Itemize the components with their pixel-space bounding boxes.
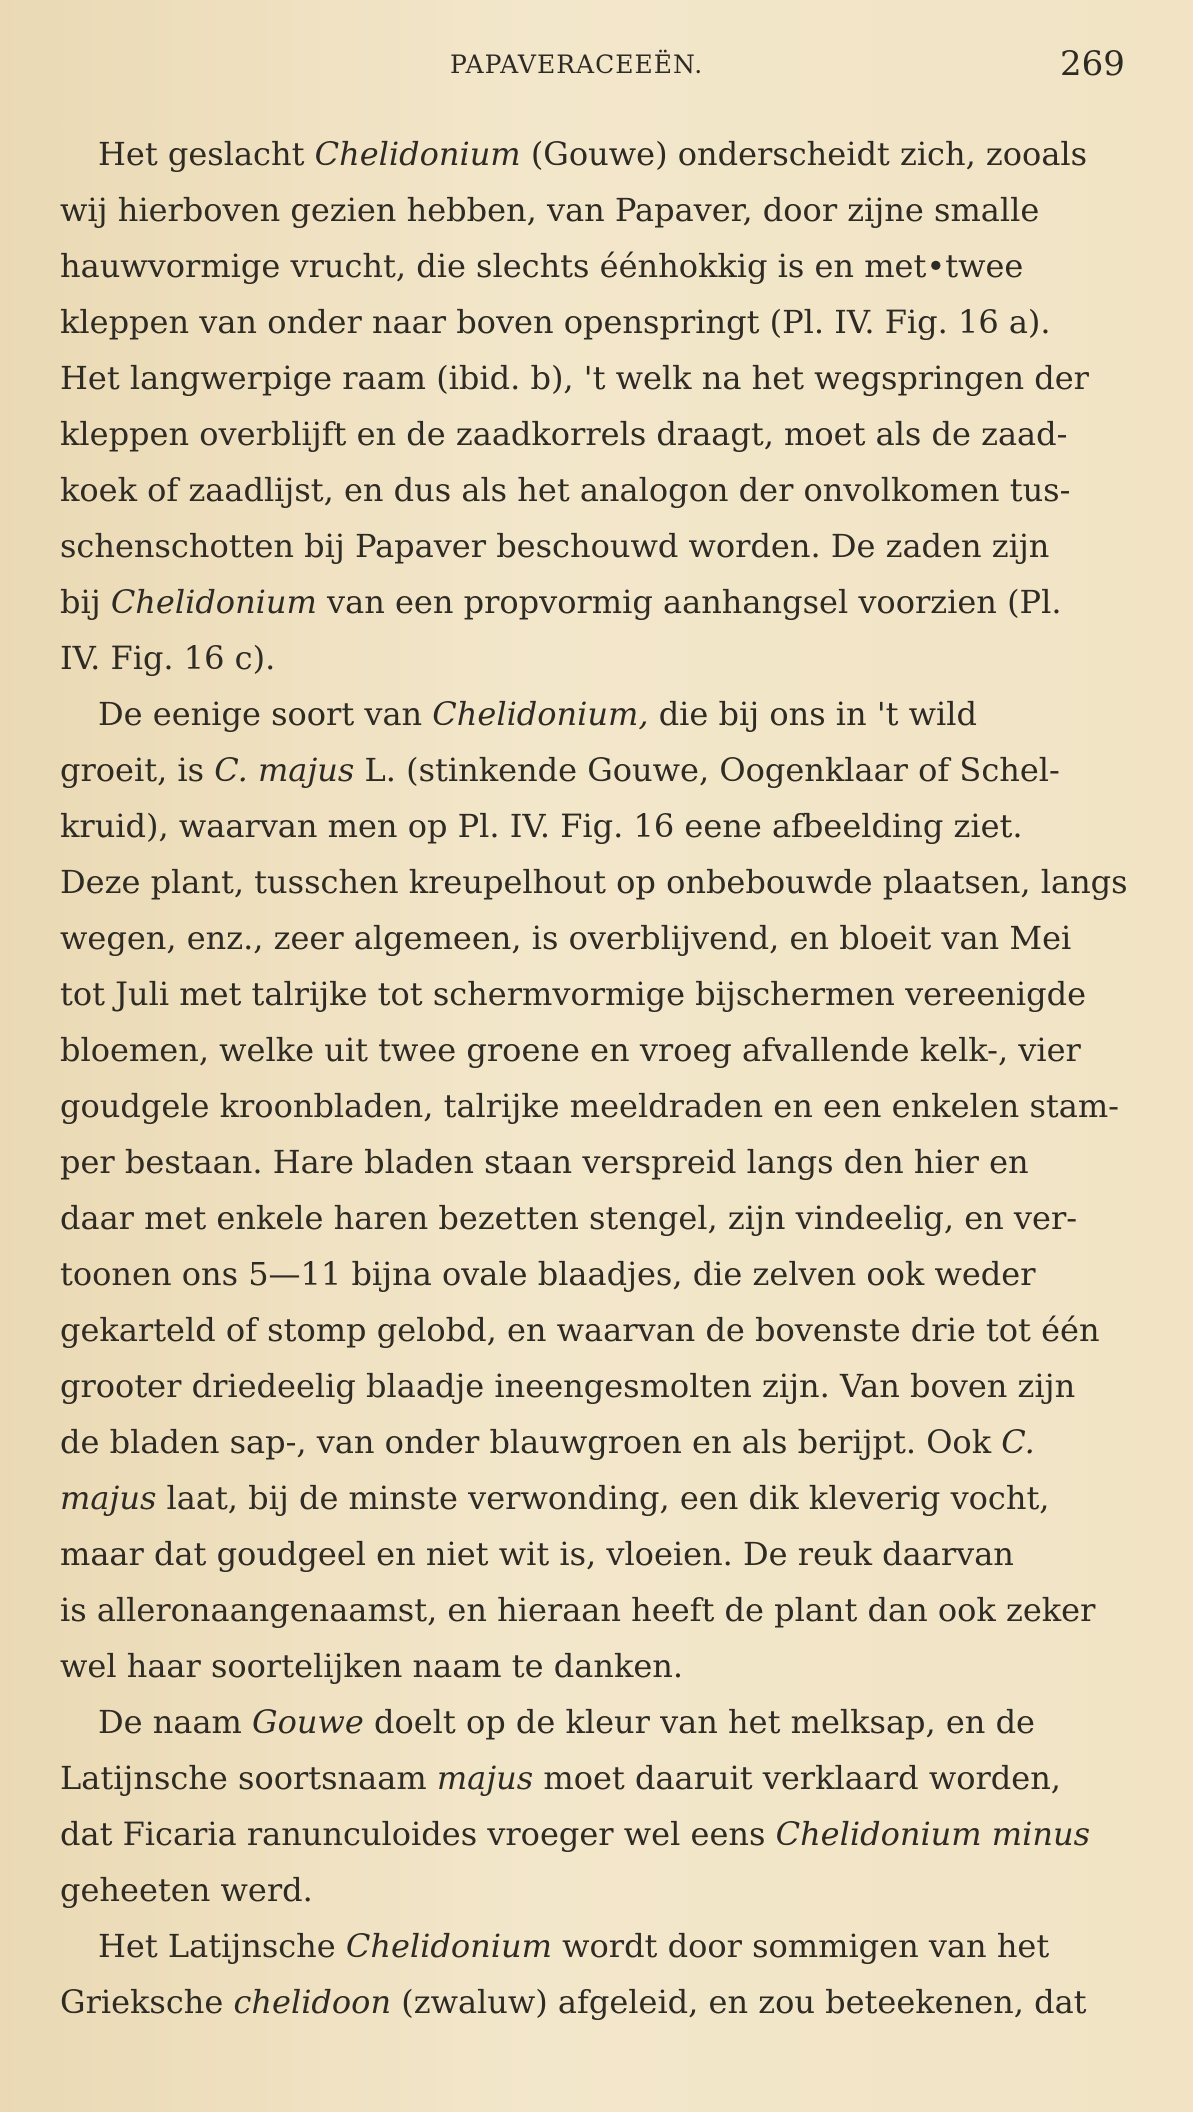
text-line — [60, 406, 1140, 462]
text-line — [60, 1190, 1140, 1246]
text-segment: Het geslacht — [98, 135, 315, 173]
running-head — [0, 44, 1193, 94]
text-line — [60, 1134, 1140, 1190]
text-line — [60, 1358, 1140, 1414]
italic-text: C. majus — [214, 751, 355, 789]
text-line — [60, 1414, 1140, 1470]
text-segment: Het langwerpige raam (ibid. b), 't welk na het wegspringen der — [60, 359, 1089, 397]
text-line — [60, 854, 1140, 910]
text-line — [60, 1750, 1140, 1806]
italic-text: Chelidonium — [110, 583, 317, 621]
text-segment: bloemen, welke uit twee groene en vroeg afvallende kelk-, vier — [60, 1031, 1081, 1069]
text-segment: IV. Fig. 16 c). — [60, 639, 276, 677]
text-segment: die bij ons in 't wild — [648, 695, 977, 733]
text-line — [60, 910, 1140, 966]
text-line — [60, 294, 1140, 350]
text-line — [60, 1862, 1140, 1918]
text-segment: (Gouwe) onderscheidt zich, zooals — [520, 135, 1088, 173]
text-segment: wij hierboven gezien hebben, van Papaver, door zijne smalle — [60, 191, 1040, 229]
running-title: PAPAVERACEEËN. — [450, 50, 704, 79]
text-line — [60, 1974, 1140, 2030]
text-line — [60, 1638, 1140, 1694]
text-line — [60, 742, 1140, 798]
italic-text: Chelidonium, — [432, 695, 649, 733]
italic-text: C. — [1001, 1423, 1035, 1461]
text-segment: moet daaruit verklaard worden, — [533, 1759, 1061, 1797]
text-segment: groeit, is — [60, 751, 215, 789]
text-line — [60, 686, 1140, 742]
text-segment: bij — [60, 583, 111, 621]
text-line — [60, 1806, 1140, 1862]
text-segment: dat Ficaria ranunculoides vroeger wel eens — [60, 1815, 776, 1853]
text-line — [60, 966, 1140, 1022]
text-segment: Deze plant, tusschen kreupelhout op onbebouwde plaatsen, langs — [60, 863, 1128, 901]
text-line — [60, 1526, 1140, 1582]
text-segment: kleppen van onder naar boven openspringt (Pl. IV. Fig. 16 a). — [60, 303, 1051, 341]
text-segment: grooter driedeelig blaadje ineengesmolten zijn. Van boven zijn — [60, 1367, 1076, 1405]
italic-text: chelidoon — [233, 1983, 392, 2021]
text-segment: De naam — [98, 1703, 253, 1741]
text-segment: maar dat goudgeel en niet wit is, vloeien. De reuk daarvan — [60, 1535, 1014, 1573]
text-line — [60, 1582, 1140, 1638]
text-line — [60, 462, 1140, 518]
text-line — [60, 574, 1140, 630]
italic-text: Chelidonium — [345, 1927, 552, 1965]
page-number: 269 — [1060, 44, 1125, 84]
text-segment: Het Latijnsche — [98, 1927, 346, 1965]
italic-text: Chelidonium — [314, 135, 521, 173]
text-segment: De eenige soort van — [98, 695, 433, 733]
text-segment: van een propvormig aanhangsel voorzien (Pl. — [316, 583, 1062, 621]
italic-text: majus — [436, 1759, 534, 1797]
text-line — [60, 518, 1140, 574]
text-line — [60, 1918, 1140, 1974]
text-segment: wordt door sommigen van het — [551, 1927, 1050, 1965]
text-segment: is alleronaangenaamst, en hieraan heeft de plant dan ook zeker — [60, 1591, 1096, 1629]
text-segment: L. (stinkende Gouwe, Oogenklaar of Schel- — [354, 751, 1060, 789]
text-segment: kleppen overblijft en de zaadkorrels draagt, moet als de zaad- — [60, 415, 1068, 453]
text-segment: laat, bij de minste verwonding, een dik kleverig vocht, — [156, 1479, 1050, 1517]
text-segment: per bestaan. Hare bladen staan verspreid langs den hier en — [60, 1143, 1029, 1181]
text-line — [60, 1470, 1140, 1526]
text-segment: schenschotten bij Papaver beschouwd worden. De zaden zijn — [60, 527, 1050, 565]
text-segment: de bladen sap-, van onder blauwgroen en als berijpt. Ook — [60, 1423, 1002, 1461]
text-segment: koek of zaadlijst, en dus als het analogon der onvolkomen tus- — [60, 471, 1071, 509]
text-segment: wel haar soortelijken naam te danken. — [60, 1647, 684, 1685]
italic-text: Gouwe — [252, 1703, 364, 1741]
text-line — [60, 350, 1140, 406]
text-line — [60, 126, 1140, 182]
text-segment: kruid), waarvan men op Pl. IV. Fig. 16 eene afbeelding ziet. — [60, 807, 1023, 845]
text-line — [60, 1022, 1140, 1078]
italic-text: majus — [60, 1479, 157, 1517]
text-line — [60, 1078, 1140, 1134]
text-line — [60, 1694, 1140, 1750]
text-segment: Grieksche — [60, 1983, 234, 2021]
text-segment: gekarteld of stomp gelobd, en waarvan de bovenste drie tot één — [60, 1311, 1100, 1349]
text-segment: geheeten werd. — [60, 1871, 313, 1909]
text-line — [60, 1302, 1140, 1358]
text-segment: tot Juli met talrijke tot schermvormige bijschermen vereenigde — [60, 975, 1086, 1013]
text-segment: (zwaluw) afgeleid, en zou beteekenen, dat — [391, 1983, 1087, 2021]
text-segment: toonen ons 5—11 bijna ovale blaadjes, die zelven ook weder — [60, 1255, 1036, 1293]
text-line — [60, 182, 1140, 238]
body-text — [60, 126, 1140, 2086]
italic-text: Chelidonium minus — [775, 1815, 1091, 1853]
text-segment: doelt op de kleur van het melksap, en de — [363, 1703, 1035, 1741]
text-segment: Latijnsche soortsnaam — [60, 1759, 437, 1797]
text-segment: wegen, enz., zeer algemeen, is overblijvend, en bloeit van Mei — [60, 919, 1072, 957]
text-line — [60, 630, 1140, 686]
text-line — [60, 798, 1140, 854]
text-segment: goudgele kroonbladen, talrijke meeldraden en een enkelen stam- — [60, 1087, 1119, 1125]
text-segment: hauwvormige vrucht, die slechts éénhokkig is en met•twee — [60, 247, 1024, 285]
text-line — [60, 1246, 1140, 1302]
text-line — [60, 238, 1140, 294]
text-segment: daar met enkele haren bezetten stengel, zijn vindeelig, en ver- — [60, 1199, 1078, 1237]
